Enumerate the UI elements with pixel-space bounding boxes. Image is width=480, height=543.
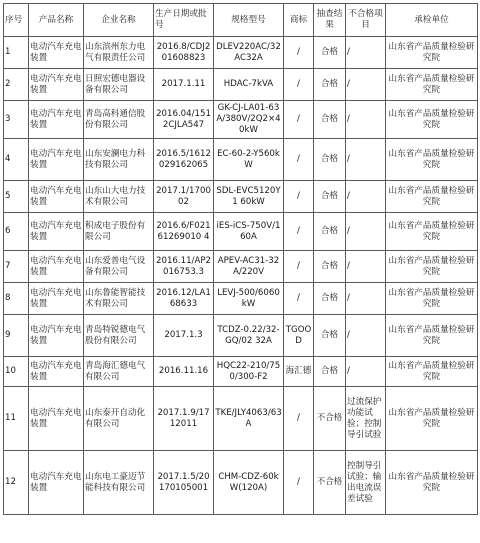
cell-model: APEV-AC31-32A/220V — [214, 251, 284, 283]
cell-model: EC-60-2-Y560kW — [214, 139, 284, 181]
cell-trademark: / — [284, 387, 314, 451]
cell-company: 山东山大电力技术有限公司 — [84, 181, 154, 213]
header-cell-model: 规格型号 — [214, 4, 284, 37]
table-row — [4, 69, 478, 101]
cell-company: 山东鲁能智能技术有限公司 — [84, 283, 154, 315]
cell-company: 积成电子股份有限公司 — [84, 213, 154, 251]
cell-result: 合格 — [314, 283, 346, 315]
cell-product: 电动汽车充电装置 — [29, 139, 84, 181]
cell-date-batch: 2016.8/CDJ201608823 — [154, 37, 214, 69]
cell-model: DLEV220AC/32 AC32A — [214, 37, 284, 69]
cell-date-batch: 2017.1/170002 — [154, 181, 214, 213]
cell-result: 合格 — [314, 357, 346, 387]
cell-index: 3 — [4, 101, 29, 139]
header-cell-index: 序号 — [4, 4, 29, 37]
cell-model: HDAC-7kVA — [214, 69, 284, 101]
cell-model: iES-iCS-750V/160A — [214, 213, 284, 251]
cell-model: TCDZ-0.22/32-GQ/02 32A — [214, 315, 284, 357]
cell-trademark: / — [284, 181, 314, 213]
cell-product: 电动汽车充电装置 — [29, 37, 84, 69]
cell-index: 5 — [4, 181, 29, 213]
cell-company: 山东滨州东力电气有限责任公司 — [84, 37, 154, 69]
cell-inspector: 山东省产品质量检验研究院 — [386, 387, 478, 451]
cell-model: SDL-EVC5120Y1 60kW — [214, 181, 284, 213]
cell-index: 6 — [4, 213, 29, 251]
cell-date-batch: 2016.11.16 — [154, 357, 214, 387]
cell-trademark: 海汇德 — [284, 357, 314, 387]
cell-inspector: 山东省产品质量检验研究院 — [386, 357, 478, 387]
table-row — [4, 181, 478, 213]
cell-result: 合格 — [314, 69, 346, 101]
table-row — [4, 315, 478, 357]
table-row — [4, 213, 478, 251]
cell-model: TKE/JLY4063/63A — [214, 387, 284, 451]
cell-inspector: 山东省产品质量检验研究院 — [386, 139, 478, 181]
cell-failed-items: / — [346, 315, 386, 357]
cell-date-batch: 2017.1.11 — [154, 69, 214, 101]
cell-product: 电动汽车充电装置 — [29, 251, 84, 283]
table-header-row — [4, 4, 478, 37]
cell-product: 电动汽车充电装置 — [29, 101, 84, 139]
cell-trademark: / — [284, 213, 314, 251]
table-row — [4, 387, 478, 451]
cell-inspector: 山东省产品质量检验研究院 — [386, 69, 478, 101]
cell-failed-items: 过流保护功能试验；控制导引试验 — [346, 387, 386, 451]
cell-result: 不合格 — [314, 451, 346, 515]
cell-product: 电动汽车充电装置 — [29, 283, 84, 315]
cell-product: 电动汽车充电装置 — [29, 387, 84, 451]
cell-failed-items: 控制导引试验；输出电流误差试验 — [346, 451, 386, 515]
cell-failed-items: / — [346, 213, 386, 251]
cell-date-batch: 2016.04/1512CJLA547 — [154, 101, 214, 139]
cell-date-batch: 2017.1.5/20170105001 — [154, 451, 214, 515]
cell-failed-items: / — [346, 357, 386, 387]
cell-inspector: 山东省产品质量检验研究院 — [386, 283, 478, 315]
cell-product: 电动汽车充电装置 — [29, 357, 84, 387]
cell-company: 山东泰开自动化有限公司 — [84, 387, 154, 451]
cell-failed-items: / — [346, 251, 386, 283]
cell-index: 11 — [4, 387, 29, 451]
cell-trademark: / — [284, 251, 314, 283]
cell-product: 电动汽车充电装置 — [29, 181, 84, 213]
cell-failed-items: / — [346, 139, 386, 181]
table-container — [3, 3, 478, 515]
cell-trademark: / — [284, 69, 314, 101]
cell-trademark: / — [284, 283, 314, 315]
cell-product: 电动汽车充电装置 — [29, 69, 84, 101]
cell-trademark: / — [284, 451, 314, 515]
cell-date-batch: 2017.1.3 — [154, 315, 214, 357]
cell-date-batch: 2016.12/LA168633 — [154, 283, 214, 315]
header-cell-trademark: 商标 — [284, 4, 314, 37]
inspection-results-table — [3, 3, 478, 515]
header-cell-inspector: 承检单位 — [386, 4, 478, 37]
cell-index: 10 — [4, 357, 29, 387]
cell-failed-items: / — [346, 181, 386, 213]
cell-index: 2 — [4, 69, 29, 101]
table-row — [4, 251, 478, 283]
cell-model: GK-CJ-LA01-63A/380V/2Q2×40kW — [214, 101, 284, 139]
table-row — [4, 451, 478, 515]
cell-failed-items: / — [346, 37, 386, 69]
header-cell-product: 产品名称 — [29, 4, 84, 37]
table-row — [4, 37, 478, 69]
cell-result: 合格 — [314, 315, 346, 357]
cell-inspector: 山东省产品质量检验研究院 — [386, 315, 478, 357]
cell-company: 山东爱普电气设备有限公司 — [84, 251, 154, 283]
cell-date-batch: 2016.11/AP2016753.3 — [154, 251, 214, 283]
cell-inspector: 山东省产品质量检验研究院 — [386, 251, 478, 283]
cell-date-batch: 2016.5/1612029162065 — [154, 139, 214, 181]
cell-result: 合格 — [314, 139, 346, 181]
table-row — [4, 283, 478, 315]
cell-index: 1 — [4, 37, 29, 69]
cell-trademark: / — [284, 101, 314, 139]
cell-result: 合格 — [314, 37, 346, 69]
cell-model: HQC22-210/750/300-F2 — [214, 357, 284, 387]
cell-inspector: 山东省产品质量检验研究院 — [386, 213, 478, 251]
cell-index: 9 — [4, 315, 29, 357]
header-cell-date-batch: 生产日期或批号 — [154, 4, 214, 37]
cell-date-batch: 2017.1.9/1712011 — [154, 387, 214, 451]
cell-result: 合格 — [314, 213, 346, 251]
cell-result: 合格 — [314, 251, 346, 283]
cell-failed-items: / — [346, 283, 386, 315]
table-row — [4, 101, 478, 139]
cell-company: 日照宏德电器设备有限公司 — [84, 69, 154, 101]
cell-company: 青岛海汇德电气有限公司 — [84, 357, 154, 387]
cell-trademark: / — [284, 37, 314, 69]
cell-result: 合格 — [314, 181, 346, 213]
cell-company: 青岛特锐德电气股份有限公司 — [84, 315, 154, 357]
header-cell-company: 企业名称 — [84, 4, 154, 37]
table-row — [4, 139, 478, 181]
cell-inspector: 山东省产品质量检验研究院 — [386, 181, 478, 213]
cell-product: 电动汽车充电装置 — [29, 213, 84, 251]
cell-failed-items: / — [346, 101, 386, 139]
header-cell-result: 抽查结果 — [314, 4, 346, 37]
cell-index: 7 — [4, 251, 29, 283]
cell-index: 4 — [4, 139, 29, 181]
cell-inspector: 山东省产品质量检验研究院 — [386, 37, 478, 69]
cell-failed-items: / — [346, 69, 386, 101]
cell-trademark: / — [284, 139, 314, 181]
cell-company: 青岛高科通信股份有限公司 — [84, 101, 154, 139]
cell-result: 合格 — [314, 101, 346, 139]
cell-company: 山东电工豪迈节能科技有限公司 — [84, 451, 154, 515]
cell-result: 不合格 — [314, 387, 346, 451]
cell-product: 电动汽车充电装置 — [29, 315, 84, 357]
cell-index: 12 — [4, 451, 29, 515]
cell-index: 8 — [4, 283, 29, 315]
cell-model: CHM-CDZ-60kW(120A) — [214, 451, 284, 515]
table-body — [4, 37, 478, 515]
cell-inspector: 山东省产品质量检验研究院 — [386, 451, 478, 515]
cell-product: 电动汽车充电装置 — [29, 451, 84, 515]
table-row — [4, 357, 478, 387]
header-cell-failed-items: 不合格项目 — [346, 4, 386, 37]
cell-date-batch: 2016.6/F02161269010 4 — [154, 213, 214, 251]
cell-model: LEVJ-500/6060kW — [214, 283, 284, 315]
cell-inspector: 山东省产品质量检验研究院 — [386, 101, 478, 139]
cell-company: 山东安澜电力科技有限公司 — [84, 139, 154, 181]
cell-trademark: TGOOD — [284, 315, 314, 357]
